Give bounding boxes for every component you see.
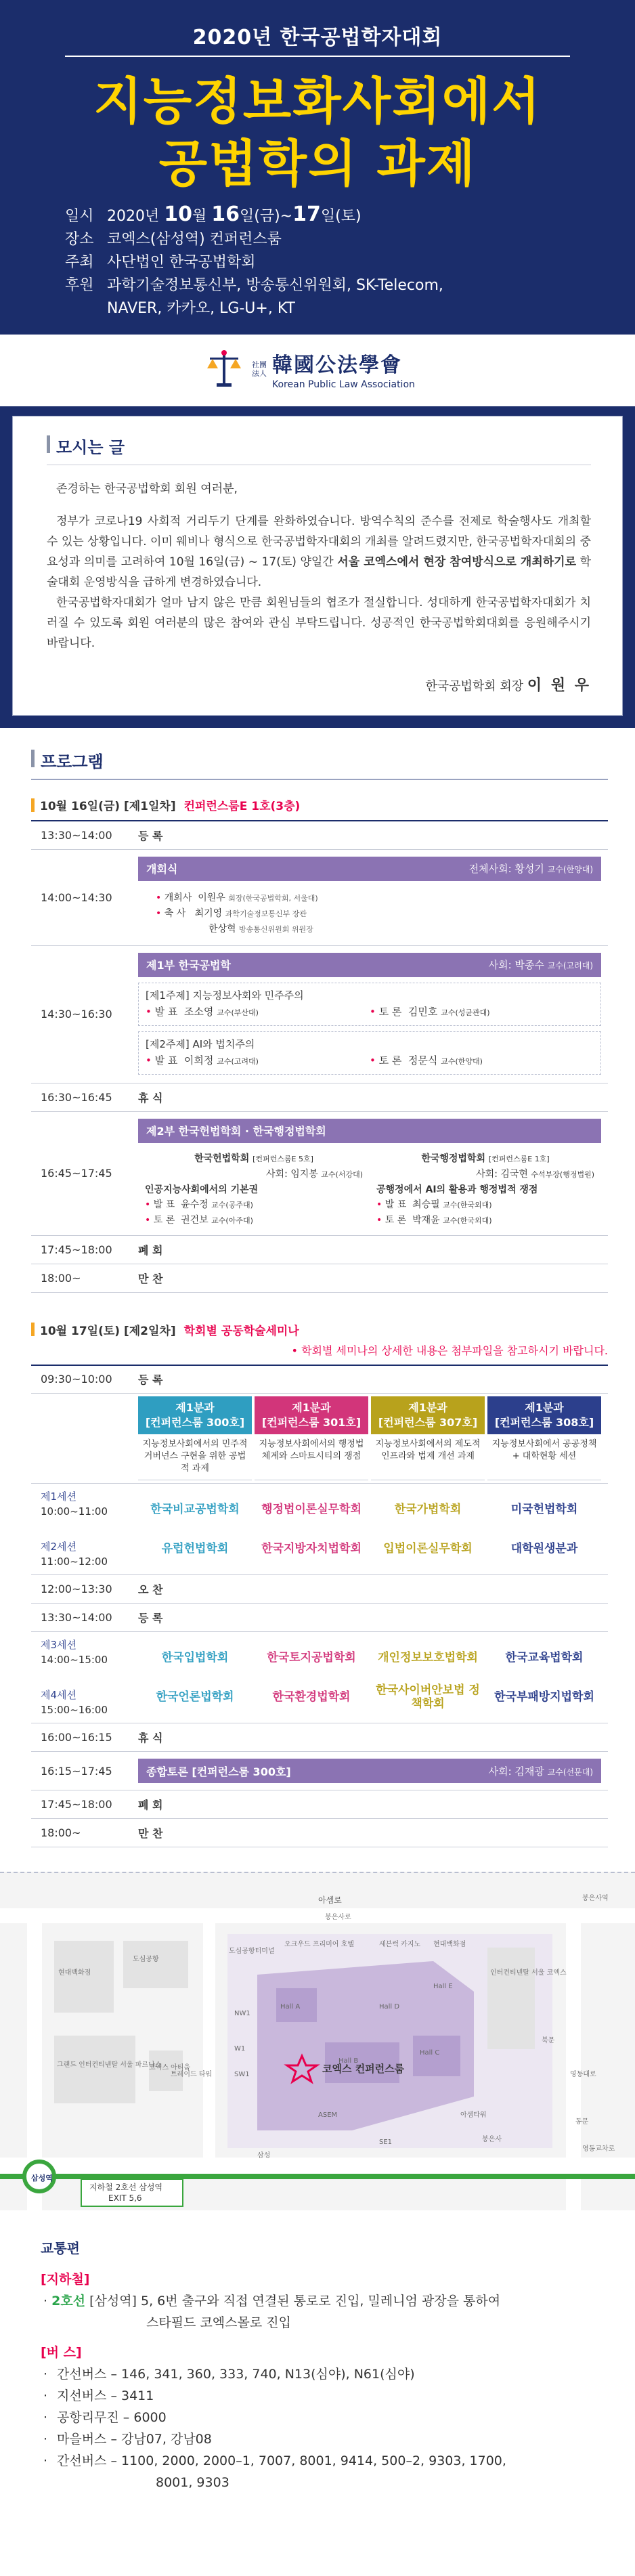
map-place-label: 북문 [542,2037,555,2044]
map-place-label: 인터컨티넨탈 서울 코엑스 [490,1969,567,1977]
map-block [123,1941,188,1988]
session-item: 한국가법학회 [394,1503,462,1516]
session-column [371,1396,485,1480]
event-sponsor: 후원 과학기술정보통신부, 방송통신위원회, SK-Telecom, [65,277,443,294]
session-item: 한국지방자치법학회 [261,1542,362,1555]
table-row: 14:00~14:30 개회식 전체사회: 황성기 교수(한양대) • 개회사 이원우 회장(한국공법학회, 서울대) • 축 사 최기영 과학기술정보통신부 장관 한상혁 방송통신위원회 위원장 [31,849,608,945]
road-right [566,1908,581,2210]
location-map [0,1872,635,2210]
table-row: 14:30~16:30 제1부 한국공법학 사회: 박종수 교수(고려대) [제1주제] 지능정보사회와 민주주의 • 발 표 조소영 교수(부산대) • 토 론 김민호 교수(성균관대) [제2주제] AI와 법치주의 • 발 표 이희정 교수(고려대) • 토 론 정문식 교수(한양대) [31,945,608,1083]
table-row: 제3세션 14:00~15:00 제4세션 15:00~16:00 한국입법학회 한국토지공법학회 개인정보보호법학회 한국교육법학회 한국언론법학회 한국환경법학회 한국사이버안보법 정책학회 한국부패방지법학회 [31,1632,608,1723]
subway-line-2 [0,2174,635,2179]
part1-bar: 제1부 한국공법학 사회: 박종수 교수(고려대) [138,953,601,977]
session-item: 행정법이론실무학회 [261,1503,362,1516]
event-title-line2: 공법학의 과제 [158,135,477,193]
map-label: 아셈로 [318,1895,342,1905]
logo-band [0,335,635,406]
session-item: 입법이론실무학회 [383,1542,473,1555]
session-description: 지능정보사회에서의 행정법체계와 스마트시티의 쟁점 [255,1434,368,1480]
association-logo [203,348,415,390]
event-sponsor-cont: NAVER, 카카오, LG-U+, KT [107,300,295,317]
session-description: 지능정보사회에서 공공정책 + 대학현황 세션 [487,1434,601,1480]
session-item: 유럽헌법학회 [161,1542,229,1555]
session-description: 지능정보사회에서의 제도적 인프라와 법제 개선 과제 [371,1434,485,1480]
session-column [138,1396,252,1480]
table-row: 18:00~ 만 찬 [31,1819,608,1847]
map-place-label: 동문 [575,2118,589,2126]
list-item: · 공항리무진 – 6000 [41,2407,594,2428]
map-block [487,1948,535,2049]
map-place-label: 현대백화점 [433,1941,466,1948]
table-row: 09:30~10:00 등 록 [31,1365,608,1394]
road-bottom [0,2158,635,2174]
map-place-label: Hall C [420,2049,440,2057]
session-item: 한국부패방지법학회 [494,1690,594,1704]
table-row: 13:30~14:00 등 록 [31,1604,608,1632]
table-row: 13:30~14:00 등 록 [31,821,608,849]
map-place-label: 도심공항 [133,1956,159,1963]
map-place-label: SW1 [234,2071,250,2078]
greeting-salute: 존경하는 한국공법학회 회원 여러분, [56,482,238,496]
topic-1: [제1주제] 지능정보사회와 민주주의 • 발 표 조소영 교수(부산대) • 토 론 김민호 교수(성균관대) [138,983,601,1026]
closing-bar: 종합토론 [컨퍼런스룸 300호] 사회: 김재광 교수(선문대) [138,1759,601,1783]
map-place-label: 영동대로 [570,2071,596,2078]
table-row: 16:30~16:45 휴 식 [31,1083,608,1111]
session-2-row [138,1529,601,1568]
map-place-label: 코엑스 아티움 [149,2064,191,2071]
event-info [65,203,593,320]
logo-text [272,348,415,390]
event-subtitle: 2020년 한국공법학자대회 [192,26,443,49]
session-header: 제1분과 [컨퍼런스룸 307호] [371,1396,485,1434]
table-row: 12:00~13:30 오 찬 [31,1575,608,1604]
road-top [0,1908,635,1923]
subway-category: [지하철] [41,2272,90,2287]
bus-category: [버 스] [41,2345,82,2360]
map-place-label: 봉은사로 [325,1914,351,1921]
greeting-body-2: 한국공법학자대회가 얼마 남지 않은 만큼 회원님들의 협조가 절실합니다. 성대하게 한국공법학자대회가 치러질 수 있도록 회원 여러분의 많은 참여와 관심 부탁드립니다. 성공적인 한국공법학회대회를 응원해주시기 바랍니다. [47,596,591,650]
map-place-label: 트레이드 타워 [171,2071,213,2078]
part2-sessions [138,1147,601,1232]
greeting-signature: 한국공법학회 회장 이 원 우 [425,677,591,694]
session-header: 제1분과 [컨퍼런스룸 300호] [138,1396,252,1434]
greeting-title: 모시는 글 [47,434,591,458]
session-item: 한국환경법학회 [272,1690,351,1704]
list-item: · 지선버스 – 3411 [41,2385,594,2407]
exit-note-line1: 지하철 2호선 삼성역 [89,2183,163,2192]
session-4-row [138,1677,601,1717]
day2-schedule [31,1365,608,1848]
topic-2: [제2주제] AI와 법치주의 • 발 표 이희정 교수(고려대) • 토 론 정문식 교수(한양대) [138,1031,601,1075]
map-place-label: W1 [234,2045,246,2053]
map-block [54,1941,114,2013]
road-middle [203,1923,215,2158]
map-place-label: 봉은사 [482,2136,502,2143]
table-row: 16:15~17:45 종합토론 [컨퍼런스룸 300호] 사회: 김재광 교수(선문대) [31,1752,608,1790]
program-section [0,728,635,1847]
table-row: 17:45~18:00 폐 회 [31,1790,608,1819]
map-block [54,2036,135,2103]
hero-banner [0,0,635,406]
session-item: 개인정보보호법학회 [378,1651,478,1665]
transport-title: 교통편 [41,2240,80,2256]
station-label: 삼성역 [31,2174,53,2183]
divider [31,779,608,780]
logo-small-text: 社團法人 [252,360,267,378]
map-place-label: 아셈타워 [460,2111,487,2119]
table-row: 18:00~ 만 찬 [31,1264,608,1292]
session-1-row [138,1490,601,1529]
list-item: · 간선버스 – 1100, 2000, 2000–1, 7007, 8001, 9414, 500–2, 9303, 1700, [41,2450,594,2472]
map-graphic [0,1873,635,2210]
greeting-section [0,406,635,728]
subway-info: · 2호선 [삼성역] 5, 6번 출구와 직접 연결된 통로로 진입, 밀레니엄 광장을 통하여 [43,2294,501,2309]
day2-note: • 학회별 세미나의 상세한 내용은 첨부파일을 참고하시기 바랍니다. [291,1344,608,1357]
session-header: 제1분과 [컨퍼런스룸 301호] [255,1396,368,1434]
opening-details: • 개회사 이원우 회장(한국공법학회, 서울대) • 축 사 최기영 과학기술정보통신부 장관 한상혁 방송통신위원회 위원장 [156,892,318,935]
logo-name-cn: 韓國公法學會 [272,353,402,377]
event-place: 장소 코엑스(삼성역) 컨퍼런스룸 [65,231,282,248]
map-place-label: 도심공항터미널 [229,1948,275,1955]
transport-section [0,2210,635,2534]
event-title-line1: 지능정보화사회에서 [93,72,542,131]
coex-label: 코엑스 컨퍼런스룸 [322,2063,405,2075]
map-place-label: ASEM [318,2111,338,2119]
session-column [255,1396,368,1480]
session-item: 한국입법학회 [161,1651,229,1665]
part2-bar: 제2부 한국헌법학회 · 한국행정법학회 [138,1119,601,1143]
list-item: · 간선버스 – 146, 341, 360, 333, 740, N13(심야), N61(심야) [41,2363,594,2385]
session-item: 한국언론법학회 [156,1690,234,1704]
map-place-label: 삼성 [257,2152,271,2160]
event-date: 일시 2020년 10월 16일(금)~17일(토) [65,202,362,226]
table-row [31,1394,608,1484]
session-item: 미국헌법학회 [510,1503,578,1516]
session-column [487,1396,601,1480]
subway-info-cont: 스타필드 코엑스몰로 진입 [146,2315,291,2330]
day2-heading: 10월 17일(토) [제2일차] 학회별 공동학술세미나 [31,1321,608,1338]
divider [65,56,570,57]
opening-bar: 개회식 전체사회: 황성기 교수(한양대) [138,857,601,881]
session-3-row [138,1638,601,1677]
map-place-label: Hall B [338,2057,359,2065]
session-columns [138,1396,601,1480]
map-place-label: 그랜드 인터컨티넨탈 서울 파르나스 [57,2061,162,2069]
event-title [0,70,635,195]
event-host: 주최 사단법인 한국공법학회 [65,254,256,271]
part2-left: 한국헌법학회 [컨퍼런스룸E 5호] 사회: 임지봉 교수(서강대) 인공지능사회에서의 기본권 • 발 표 윤수정 교수(공주대) • 토 론 권건보 교수(아주대) [145,1153,363,1226]
scales-emblem-icon [203,348,245,390]
map-place-label: 세븐럭 카지노 [379,1941,421,1948]
day1-schedule [31,820,608,1293]
session-item: 대학원생분과 [510,1542,578,1555]
session-item: 한국교육법학회 [505,1651,584,1665]
table-row: 17:45~18:00 폐 회 [31,1235,608,1264]
map-place-label: Hall D [379,2003,400,2011]
map-place-label: Hall A [280,2003,301,2011]
session-item: 한국토지공법학회 [267,1651,356,1665]
table-row: 제1세션 10:00~11:00 제2세션 11:00~12:00 한국비교공법학회 행정법이론실무학회 한국가법학회 미국헌법학회 유럽헌법학회 한국지방자치법학회 입법이론실무학회 대학원생분과 [31,1484,608,1575]
table-row: 16:45~17:45 제2부 한국헌법학회 · 한국행정법학회 한국헌법학회 [컨퍼런스룸E 5호] 사회: 임지봉 교수(서강대) 인공지능사회에서의 기본권 • 발 표 윤수정 교수(공주대) • 토 론 권건보 교수(아주대) 한국행정법학회 [컨퍼런스룸E 1호] 사회: 김국현 수석부장(행정법원) 공행정에서 AI의 활용과 행정법적 쟁점 • 발 표 최승필 교수(한국외대) • 토 론 박재윤 교수(한국외대) [31,1111,608,1235]
map-place-label: 영동교차로 [582,2145,615,2153]
map-place-label: SE1 [379,2139,393,2146]
session-description: 지능정보사회에서의 민주적 거버넌스 구현을 위한 공법적 과제 [138,1434,252,1480]
bus-list [41,2363,594,2472]
logo-name-en: Korean Public Law Association [272,379,415,390]
session-item: 한국비교공법학회 [150,1503,240,1516]
session-header: 제1분과 [컨퍼런스룸 308호] [487,1396,601,1434]
map-place-label: Hall E [433,1983,453,1990]
bus-list-cont: 8001, 9303 [156,2475,229,2490]
table-row: 16:00~16:15 휴 식 [31,1723,608,1752]
greeting-box [12,416,623,716]
map-place-label: 오크우드 프리미어 호텔 [284,1941,354,1948]
day1-heading: 10월 16일(금) [제1일차] 컨퍼런스룸E 1호(3층) [31,796,608,813]
session-item: 한국사이버안보법 정책학회 [376,1683,480,1711]
program-title: 프로그램 [31,748,608,772]
map-place-label: 현대백화점 [58,1969,91,1977]
part2-right: 한국행정법학회 [컨퍼런스룸E 1호] 사회: 김국현 수석부장(행정법원) 공행정에서 AI의 활용과 행정법적 쟁점 • 발 표 최승필 교수(한국외대) • 토 론 박재윤 교수(한국외대) [376,1153,594,1226]
greeting-body: 정부가 코로나19 사회적 거리두기 단계를 완화하였습니다. 방역수칙의 준수를 전제로 학술행사도 개최할 수 있는 상황입니다. 이미 웨비나 형식으로 한국공법학자대회의 개최를 알려드렸지만, 한국공법학자대회의 중요성과 의미를 고려하여 10월 16일(금) ~ 17(토) 양일간 서울 코엑스에서 현장 참여방식으로 개최하기로 학술대회 운영방식을 급하게 변경하였습니다. [47,515,592,589]
exit-note-line2: EXIT 5,6 [108,2193,142,2203]
list-item: · 마을버스 – 강남07, 강남08 [41,2428,594,2450]
map-place-label: 봉은사역 [582,1895,609,1902]
map-place-label: NW1 [234,2010,250,2017]
